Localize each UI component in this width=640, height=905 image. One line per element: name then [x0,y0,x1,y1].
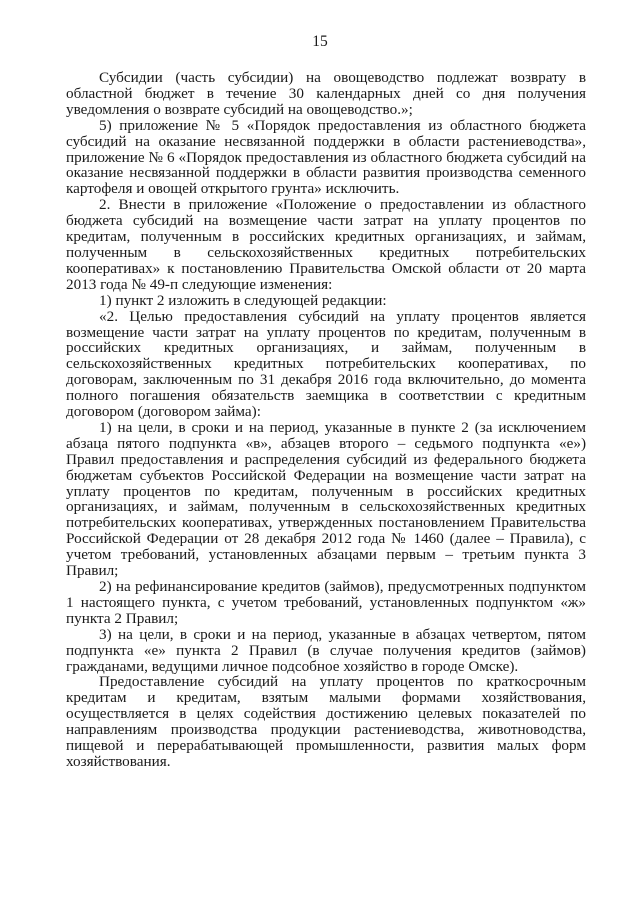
paragraph-short-term-credits: Предоставление субсидий на уплату процентов по краткосрочным кредитам и кредитам, взятым малыми формами хозяйствования, осуществляется в целях содействия достижению целевых показателей по направлениям производства продукции растениеводства, животноводства, пищевой и перерабатывающей промышленности, развития малых форм хозяйствования. [66,673,586,770]
document-body [66,70,586,770]
paragraph-item-5-exclusion: 5) приложение № 5 «Порядок предоставления из областного бюджета субсидий на оказание несвязанной поддержки в области растениеводства», приложение № 6 «Порядок предоставления из областного бюджета субсидий на оказание несвязанной поддержки в области развития производства семенного картофеля и овощей открытого грунта» исключить. [66,116,586,198]
paragraph-subsidy-return: Субсидии (часть субсидии) на овощеводство подлежат возврату в областной бюджет в течение 30 календарных дней со дня получения уведомления о возврате субсидий на овощеводство.»; [66,69,586,118]
page-number: 15 [312,33,328,50]
paragraph-clause-2-goal: «2. Целью предоставления субсидий на уплату процентов является возмещение части затрат на уплату процентов по кредитам, полученным в российских кредитных организациях, и займам, полученным в сельскохозяйственных кредитных потребительских кооперативах, по договорам, заключенным по 31 декабря 2016 года включительно, до момента полного погашения обязательств заемщика в соответствии с кредитным договором (договором займа): [66,307,586,421]
paragraph-subclause-3: 3) на цели, в сроки и на период, указанные в абзацах четвертом, пятом подпункта «е» пункта 2 Правил (в случае получения кредитов (займов) гражданами, ведущими личное подсобное хозяйство в городе Омске). [66,625,586,675]
paragraph-subclause-1: 1) на цели, в сроки и на период, указанные в пункте 2 (за исключением абзаца пятого подпункта «в», абзацев второго – седьмого подпункта «е») Правил предоставления и распределения субсидий из федерального бюджета бюджетам субъектов Российской Федерации на возмещение части затрат на уплату процентов по кредитам, полученным в российских кредитных организациях, и займам, полученным в сельскохозяйственных кредитных потребительских кооперативах, утвержденных постановлением Правительства Российской Федерации от 28 декабря 2012 года № 1460 (далее – Правила), с учетом требований, установленных абзацами первым – третьим пункта 3 Правил; [66,418,586,580]
paragraph-item-1-intro: 1) пункт 2 изложить в следующей редакции: [99,291,387,309]
paragraph-subclause-2: 2) на рефинансирование кредитов (займов), предусмотренных подпунктом 1 настоящего пункта, с учетом требований, установленных подпунктом «ж» пункта 2 Правил; [66,578,586,627]
paragraph-amendment-2: 2. Внести в приложение «Положение о предоставлении из областного бюджета субсидий на возмещение части затрат на уплату процентов по кредитам, полученным в российских кредитных организациях, и займам, полученным в сельскохозяйственных кредитных потребительских кооперативах» к постановлению Правительства Омской области от 20 марта 2013 года № 49-п следующие изменения: [66,196,586,293]
